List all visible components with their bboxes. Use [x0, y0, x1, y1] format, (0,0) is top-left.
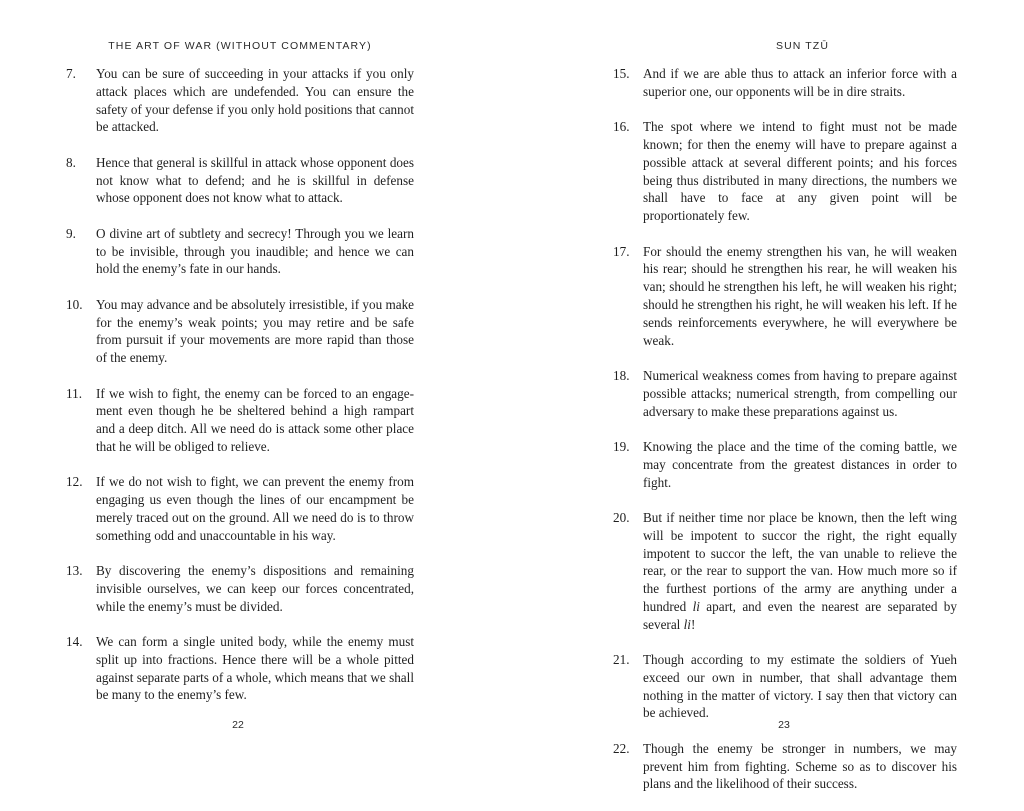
verse-number: 10. — [66, 296, 83, 312]
verse-number: 20. — [613, 509, 630, 525]
verse-number: 18. — [613, 367, 630, 383]
verse-number: 8. — [66, 154, 76, 170]
verse-text: Numerical weakness comes from having to prepare against possible attacks; numerical strength, from compelling our adversary to make these preparations against us. — [643, 367, 957, 419]
verse-text: O divine art of subtlety and secrecy! Through you we learn to be invisible, through you inaudible; and hence we can hold the enemy’s fate in our hands. — [96, 225, 414, 277]
verse-text: For should the enemy strengthen his van, he will weaken his rear; should he strengthen his rear, he will weaken his van; should he strengthen his left, he will weaken his right; should he strengthen his right, he will weaken his left. If he sends reinforcements everywhere, he will everywhere be weak. — [643, 243, 957, 348]
verse-number: 17. — [613, 243, 630, 259]
verse-item — [66, 296, 414, 367]
verse-item — [613, 740, 957, 793]
verse-list-left — [66, 65, 414, 722]
verse-item — [613, 438, 957, 491]
verse-list-right — [613, 65, 957, 811]
verse-number: 11. — [66, 385, 82, 401]
running-head-left: THE ART OF WAR (WITHOUT COMMENTARY) — [108, 40, 372, 52]
verse-item — [613, 367, 957, 420]
verse-number: 14. — [66, 634, 83, 650]
verse-text-part: But if neither time nor place be known, then the left wing will be impotent to succor the right, the right equally impotent to succor the left, the van unable to relieve the rear, or the rear to support the van. How much more so if the furthest portions of the army are anything under a hundred — [643, 509, 957, 614]
verse-item — [613, 65, 957, 101]
right-page — [512, 0, 1024, 792]
verse-text: If we wish to fight, the enemy can be forced to an engage-ment even though he be sheltered behind a high rampart and a deep ditch. All we need do is attack some other place that he will be obliged to relieve. — [96, 385, 414, 454]
running-head-right: SUN TZŪ — [776, 40, 830, 52]
verse-number: 16. — [613, 119, 630, 135]
verse-item — [66, 225, 414, 278]
verse-number: 12. — [66, 474, 83, 490]
verse-text — [643, 510, 957, 632]
verse-number: 22. — [613, 740, 630, 756]
emphasis-li: li — [692, 598, 700, 614]
verse-text: You may advance and be absolutely irresistible, if you make for the enemy’s weak points; you may retire and be safe from pursuit if your movements are more rapid than those of the enemy. — [96, 296, 415, 366]
verse-text: By discovering the enemy’s dispositions and remaining invisible ourselves, we can keep our forces concentrated, while the enemy’s must be divided. — [96, 563, 414, 614]
left-page — [0, 0, 512, 755]
page-number-left: 22 — [232, 719, 244, 731]
verse-number: 19. — [613, 438, 630, 454]
verse-number: 21. — [613, 652, 630, 668]
emphasis-li: li — [683, 616, 691, 632]
verse-text: Hence that general is skillful in attack whose opponent does not know what to defend; and he is skillful in defense whose opponent does not know what to attack. — [96, 154, 414, 206]
verse-item — [613, 243, 957, 350]
verse-item — [66, 473, 414, 544]
verse-text: If we do not wish to fight, we can prevent the enemy from engaging us even though the lines of our encampment be merely traced out on the ground. All we need do is to throw something odd and unaccountable in his way. — [96, 474, 414, 543]
verse-item — [613, 651, 957, 722]
verse-text: We can form a single united body, while the enemy must split up into fractions. Hence there will be a whole pitted against separate parts of a whole, which means that we shall be many to the enemy’s few. — [96, 634, 414, 703]
verse-item — [613, 118, 957, 225]
page-number-right: 23 — [778, 719, 790, 731]
verse-text: Knowing the place and the time of the coming battle, we may concentrate from the greatest distances in order to fight. — [643, 438, 957, 490]
verse-text: And if we are able thus to attack an inferior force with a superior one, our opponents will be in dire straits. — [643, 66, 957, 99]
verse-item — [66, 633, 414, 704]
verse-text: You can be sure of succeeding in your attacks if you only attack places which are undefended. You can ensure the safety of your defense if you only hold positions that cannot be attacked. — [96, 66, 414, 135]
verse-text-part: ! — [690, 616, 696, 632]
verse-number: 7. — [66, 66, 76, 81]
verse-text: Though the enemy be stronger in numbers, we may prevent him from fighting. Scheme so as to discover his plans and the likelihood of their success. — [643, 740, 957, 792]
verse-number: 15. — [613, 66, 630, 81]
verse-item — [66, 65, 414, 136]
verse-text: Though according to my estimate the soldiers of Yueh exceed our own in number, that shall advantage them nothing in the matter of victory. I say then that victory can be achieved. — [643, 652, 957, 721]
verse-item — [66, 562, 414, 615]
verse-number: 9. — [66, 225, 76, 241]
verse-text: The spot where we intend to fight must not be made known; for then the enemy will have to prepare against a possible attack at several different points; and his forces being thus distributed in many directions, the numbers we shall have to face at any given point will be proportionately few. — [643, 119, 957, 224]
verse-item — [613, 509, 957, 634]
verse-item — [66, 154, 414, 207]
verse-text-part: apart, and even the nearest are separated by several — [643, 598, 957, 632]
verse-item — [66, 385, 414, 456]
verse-number: 13. — [66, 563, 83, 579]
